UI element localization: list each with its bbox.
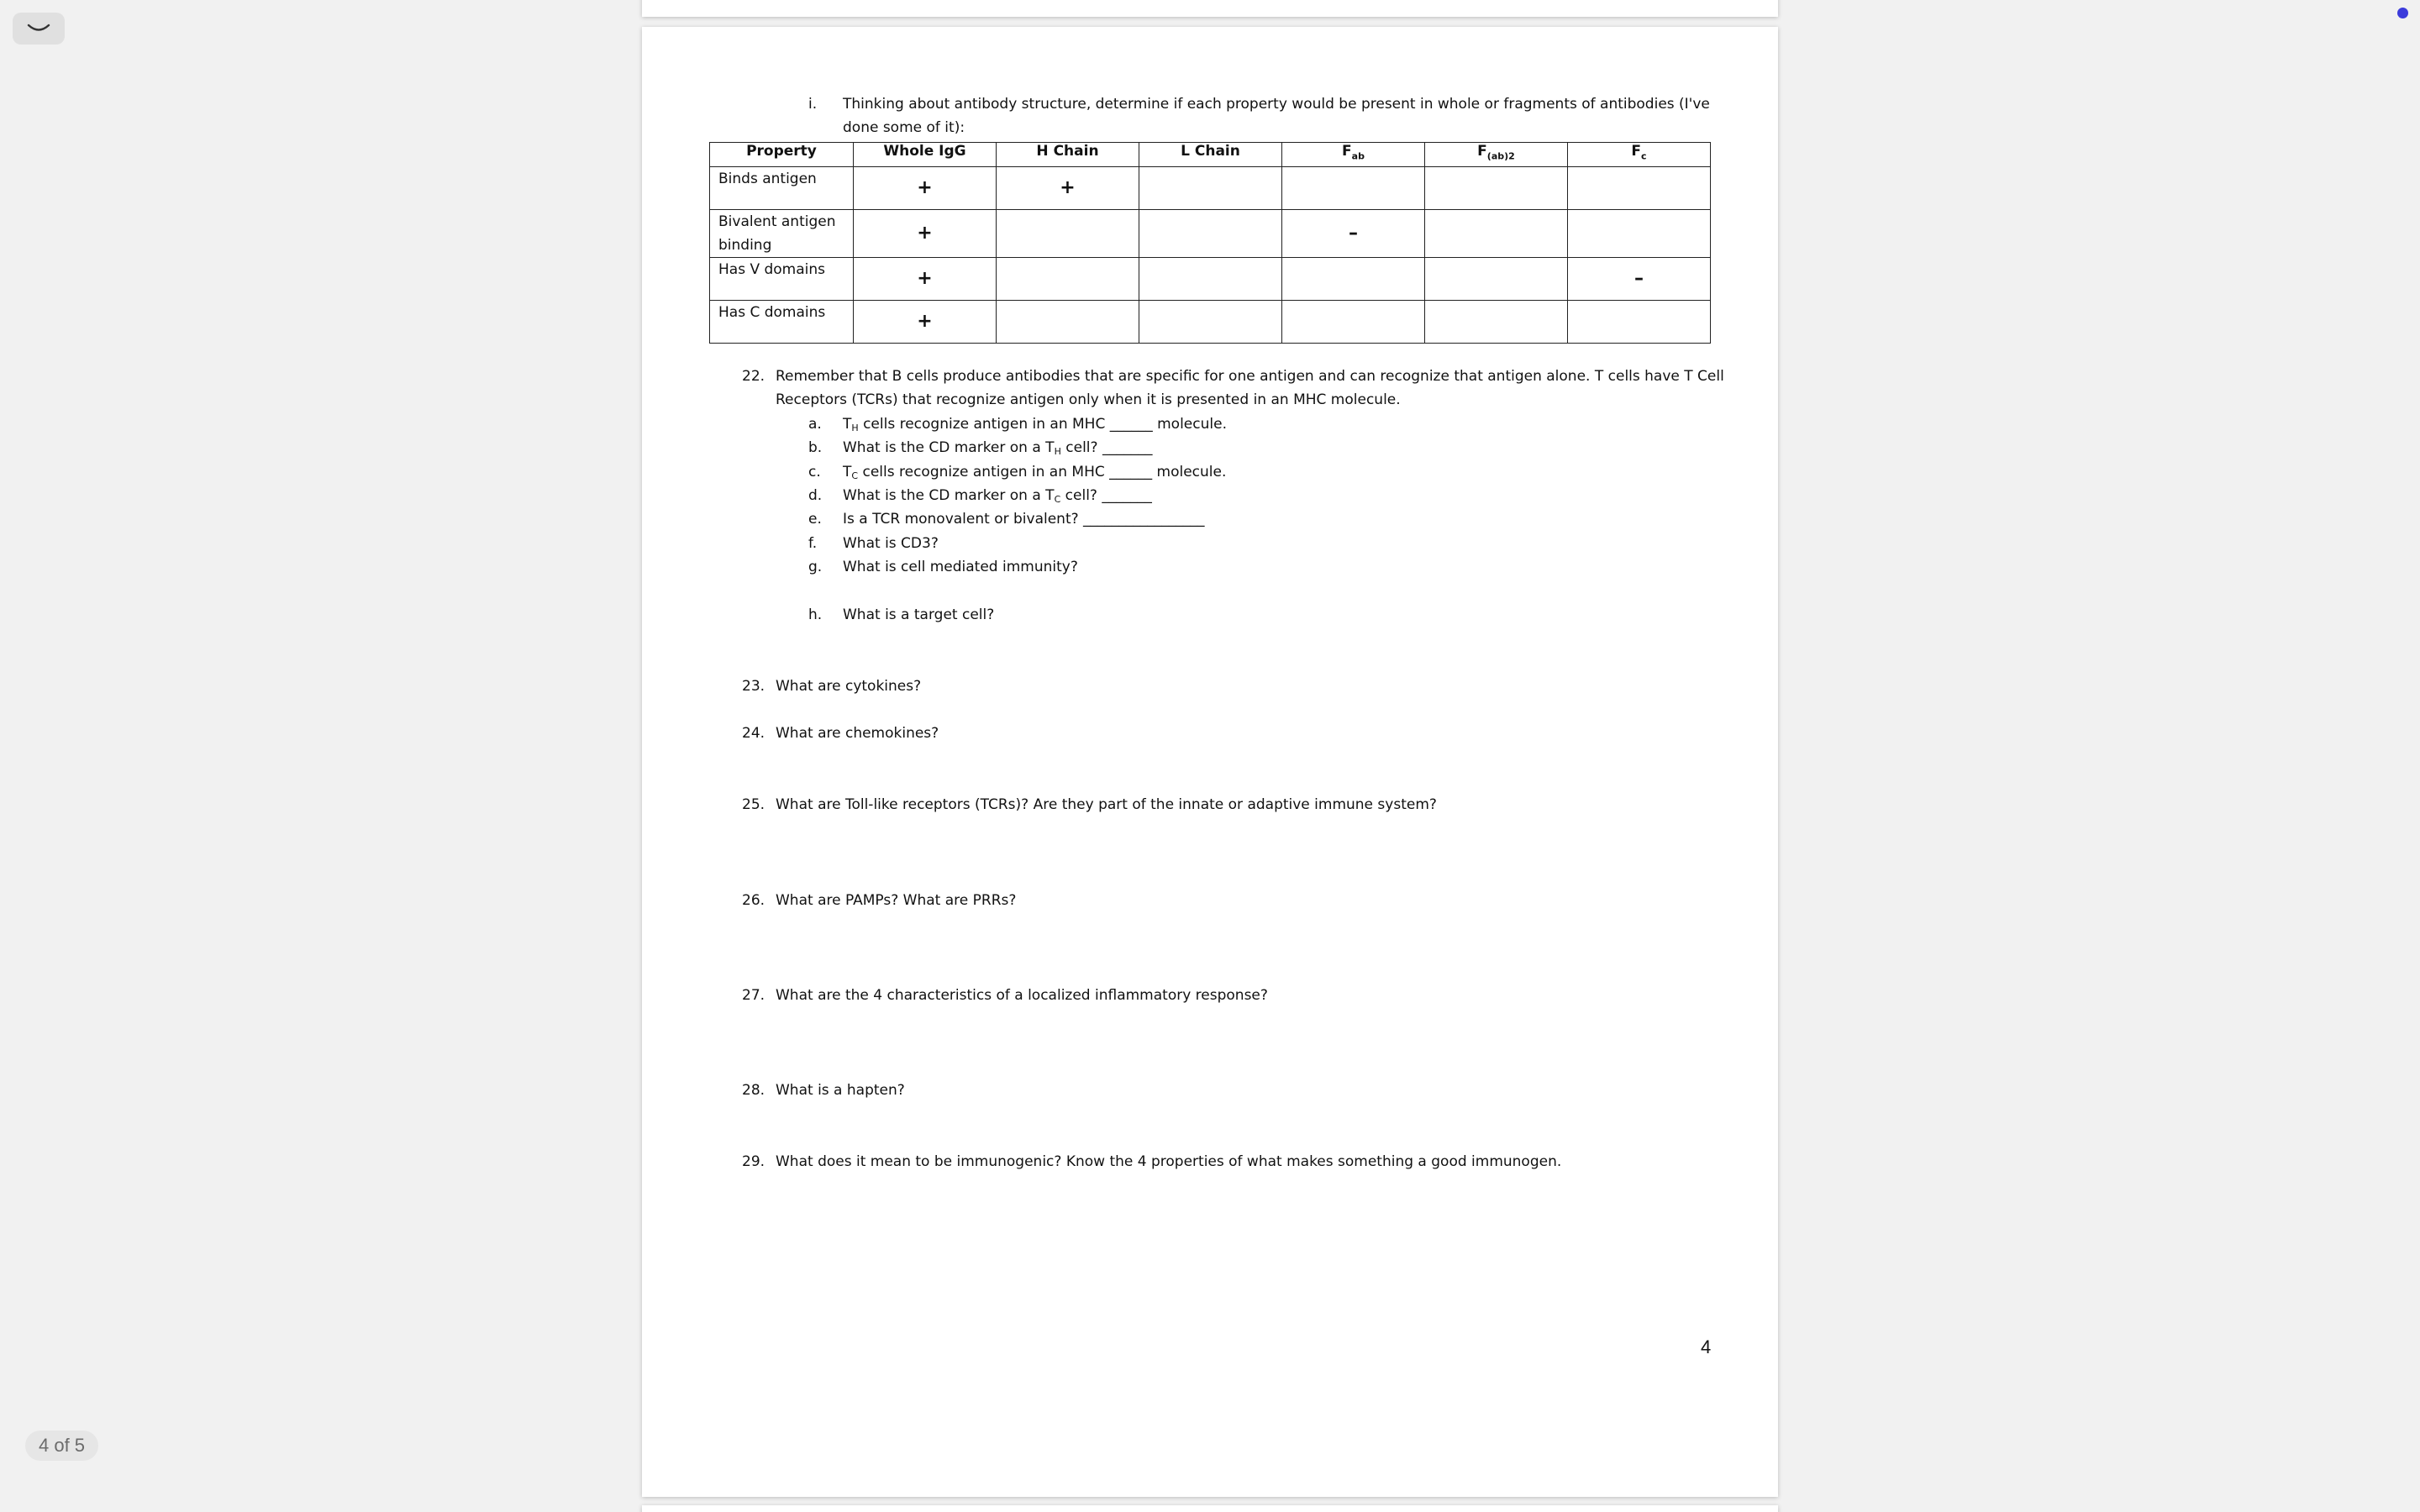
question-27: What are the 4 characteristics of a localized inflammatory response? bbox=[776, 987, 1268, 1004]
sub-question-letter: a. bbox=[808, 416, 822, 433]
table-cell: + bbox=[854, 301, 997, 344]
page-number: 4 bbox=[1701, 1336, 1712, 1357]
table-cell bbox=[1425, 167, 1568, 210]
question-23: What are cytokines? bbox=[776, 678, 922, 695]
question-28: What is a hapten? bbox=[776, 1082, 905, 1099]
table-cell bbox=[997, 258, 1139, 301]
sub-question-d: What is the CD marker on a TC cell? _______ bbox=[843, 487, 1152, 505]
table-cell bbox=[1139, 258, 1282, 301]
question-number: 29. bbox=[742, 1153, 765, 1170]
table-cell bbox=[1425, 301, 1568, 344]
intro-line-2: done some of it): bbox=[843, 119, 965, 136]
question-number: 22. bbox=[742, 368, 765, 385]
table-cell bbox=[1139, 210, 1282, 258]
row-property: Binds antigen bbox=[710, 167, 854, 210]
intro-line-1: Thinking about antibody structure, determine if each property would be present in whole or fragments of antibodies (I've bbox=[843, 96, 1710, 113]
sub-question-b: What is the CD marker on a TH cell? _______ bbox=[843, 439, 1153, 457]
table-cell bbox=[1568, 210, 1711, 258]
sub-question-letter: e. bbox=[808, 511, 822, 528]
sub-question-letter: h. bbox=[808, 606, 823, 623]
table-cell bbox=[1139, 301, 1282, 344]
header-property: Property bbox=[710, 143, 854, 167]
table-cell: + bbox=[854, 167, 997, 210]
previous-page[interactable] bbox=[642, 0, 1778, 17]
status-dot bbox=[2397, 8, 2408, 18]
row-property: Bivalent antigen binding bbox=[710, 210, 854, 258]
collapse-toolbar-button[interactable] bbox=[13, 13, 65, 45]
table-cell bbox=[1139, 167, 1282, 210]
sub-question-c: TC cells recognize antigen in an MHC ______ molecule. bbox=[843, 464, 1227, 481]
table-cell bbox=[1282, 258, 1425, 301]
table-cell bbox=[1282, 167, 1425, 210]
sub-question-letter: b. bbox=[808, 439, 823, 456]
row-property: Has C domains bbox=[710, 301, 854, 344]
question-number: 26. bbox=[742, 892, 765, 909]
table-row bbox=[710, 258, 1711, 301]
header-l-chain: L Chain bbox=[1139, 143, 1282, 167]
header-h-chain: H Chain bbox=[997, 143, 1139, 167]
table-cell bbox=[997, 301, 1139, 344]
question-24: What are chemokines? bbox=[776, 725, 939, 742]
q22-line-2: Receptors (TCRs) that recognize antigen only when it is presented in an MHC molecule. bbox=[776, 391, 1401, 408]
sub-question-a: TH cells recognize antigen in an MHC ______ molecule. bbox=[843, 416, 1227, 433]
q22-line-1: Remember that B cells produce antibodies that are specific for one antigen and can recognize that antigen alone. T cells have T Cell bbox=[776, 368, 1724, 385]
sub-question-letter: f. bbox=[808, 535, 818, 552]
header-whole-igg: Whole IgG bbox=[854, 143, 997, 167]
question-number: 25. bbox=[742, 796, 765, 813]
question-number: 27. bbox=[742, 987, 765, 1004]
table-cell bbox=[1568, 167, 1711, 210]
table-cell: – bbox=[1282, 210, 1425, 258]
question-25: What are Toll-like receptors (TCRs)? Are they part of the innate or adaptive immune system? bbox=[776, 796, 1437, 813]
question-number: 28. bbox=[742, 1082, 765, 1099]
header-fab2: $F_{(ab)2}$ bbox=[1425, 143, 1568, 167]
sub-question-g: What is cell mediated immunity? bbox=[843, 559, 1078, 575]
table-cell bbox=[997, 210, 1139, 258]
sub-question-letter: d. bbox=[808, 487, 823, 504]
table-cell: + bbox=[997, 167, 1139, 210]
sub-question-h: What is a target cell? bbox=[843, 606, 995, 623]
table-row bbox=[710, 301, 1711, 344]
page-indicator: 4 of 5 bbox=[25, 1431, 98, 1461]
sub-question-letter: g. bbox=[808, 559, 823, 575]
next-page[interactable] bbox=[642, 1505, 1778, 1512]
table-header-row bbox=[710, 143, 1711, 167]
antibody-property-table bbox=[709, 142, 1711, 344]
document-page[interactable] bbox=[642, 27, 1778, 1497]
table-cell bbox=[1425, 210, 1568, 258]
question-29: What does it mean to be immunogenic? Know the 4 properties of what makes something a good immunogen. bbox=[776, 1153, 1562, 1170]
intro-marker: i. bbox=[808, 96, 818, 113]
table-row bbox=[710, 167, 1711, 210]
question-number: 23. bbox=[742, 678, 765, 695]
question-26: What are PAMPs? What are PRRs? bbox=[776, 892, 1017, 909]
sub-question-letter: c. bbox=[808, 464, 821, 480]
sub-question-e: Is a TCR monovalent or bivalent? _________________ bbox=[843, 511, 1205, 528]
question-number: 24. bbox=[742, 725, 765, 742]
sub-question-f: What is CD3? bbox=[843, 535, 939, 552]
table-row bbox=[710, 210, 1711, 258]
header-fc: $F_c$ bbox=[1568, 143, 1711, 167]
table-cell bbox=[1282, 301, 1425, 344]
chevron-down-icon bbox=[27, 23, 50, 34]
table-cell: + bbox=[854, 210, 997, 258]
table-cell: – bbox=[1568, 258, 1711, 301]
header-fab: $F_{ab}$ bbox=[1282, 143, 1425, 167]
table-cell bbox=[1568, 301, 1711, 344]
row-property: Has V domains bbox=[710, 258, 854, 301]
table-cell: + bbox=[854, 258, 997, 301]
table-cell bbox=[1425, 258, 1568, 301]
